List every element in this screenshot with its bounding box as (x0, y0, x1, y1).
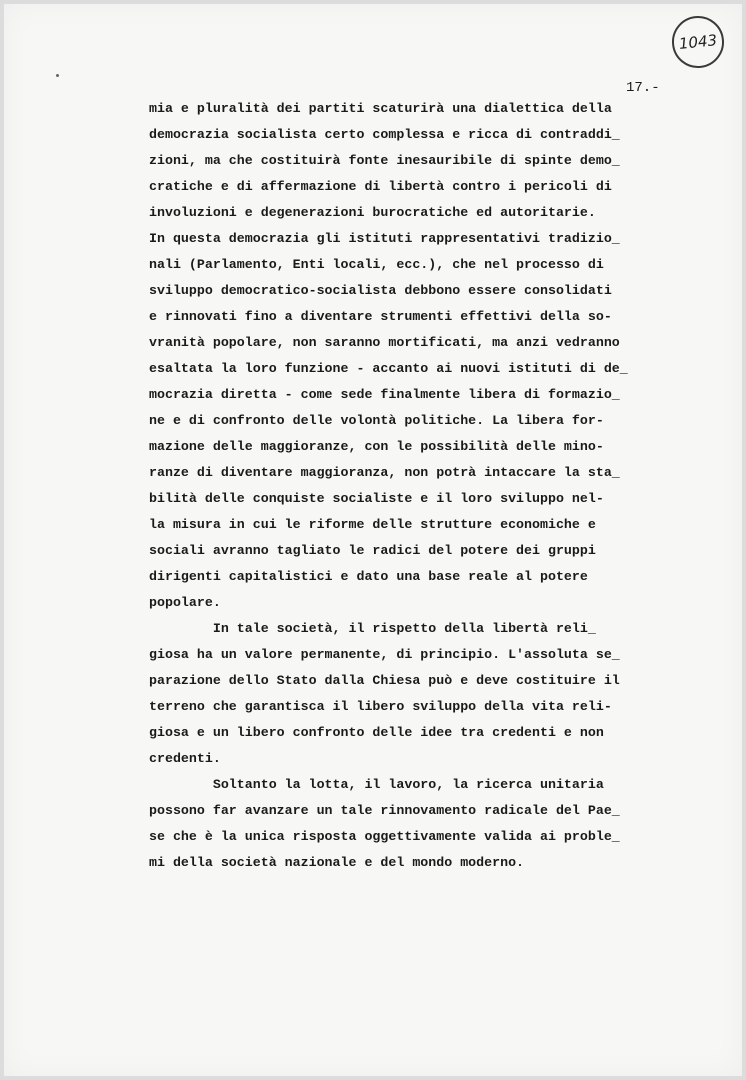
text-line: se che è la unica risposta oggettivamente valida ai proble_ (149, 829, 620, 844)
page-number: 17.- (626, 80, 660, 96)
document-page (4, 4, 742, 1076)
text-line: parazione dello Stato dalla Chiesa può e deve costituire il (149, 673, 620, 688)
text-line: possono far avanzare un tale rinnovamento radicale del Pae_ (149, 803, 620, 818)
archive-stamp: 1043 (669, 13, 726, 70)
text-line: mazione delle maggioranze, con le possibilità delle mino- (149, 439, 604, 454)
text-line: e rinnovati fino a diventare strumenti effettivi della so- (149, 309, 612, 324)
text-line: Soltanto la lotta, il lavoro, la ricerca unitaria (149, 777, 604, 792)
text-line: giosa e un libero confronto delle idee tra credenti e non (149, 725, 604, 740)
text-line: In tale società, il rispetto della libertà reli_ (149, 621, 596, 636)
margin-mark (56, 74, 59, 77)
body-text (149, 96, 709, 876)
text-line: ranze di diventare maggioranza, non potrà intaccare la sta_ (149, 465, 620, 480)
text-line: sociali avranno tagliato le radici del potere dei gruppi (149, 543, 596, 558)
text-line: mi della società nazionale e del mondo moderno. (149, 855, 525, 870)
text-line: giosa ha un valore permanente, di principio. L'assoluta se_ (149, 647, 620, 662)
text-line: democrazia socialista certo complessa e ricca di contraddi_ (149, 127, 620, 142)
text-line: vranità popolare, non saranno mortificati, ma anzi vedranno (149, 335, 620, 350)
text-line: dirigenti capitalistici e dato una base reale al potere (149, 569, 588, 584)
text-line: mocrazia diretta - come sede finalmente libera di formazio_ (149, 387, 620, 402)
text-line: sviluppo democratico-socialista debbono essere consolidati (149, 283, 612, 298)
text-line: bilità delle conquiste socialiste e il loro sviluppo nel- (149, 491, 604, 506)
text-line: ne e di confronto delle volontà politiche. La libera for- (149, 413, 604, 428)
text-line: mia e pluralità dei partiti scaturirà una dialettica della (149, 101, 612, 116)
text-line: credenti. (149, 751, 221, 766)
text-line: involuzioni e degenerazioni burocratiche ed autoritarie. (149, 205, 596, 220)
text-line: cratiche e di affermazione di libertà contro i pericoli di (149, 179, 612, 194)
text-line: la misura in cui le riforme delle strutture economiche e (149, 517, 596, 532)
text-line: esaltata la loro funzione - accanto ai nuovi istituti di de_ (149, 361, 628, 376)
text-line: In questa democrazia gli istituti rappresentativi tradizio_ (149, 231, 620, 246)
text-line: nali (Parlamento, Enti locali, ecc.), che nel processo di (149, 257, 604, 272)
text-line: popolare. (149, 595, 221, 610)
text-line: terreno che garantisca il libero sviluppo della vita reli- (149, 699, 612, 714)
text-line: zioni, ma che costituirà fonte inesauribile di spinte demo_ (149, 153, 620, 168)
